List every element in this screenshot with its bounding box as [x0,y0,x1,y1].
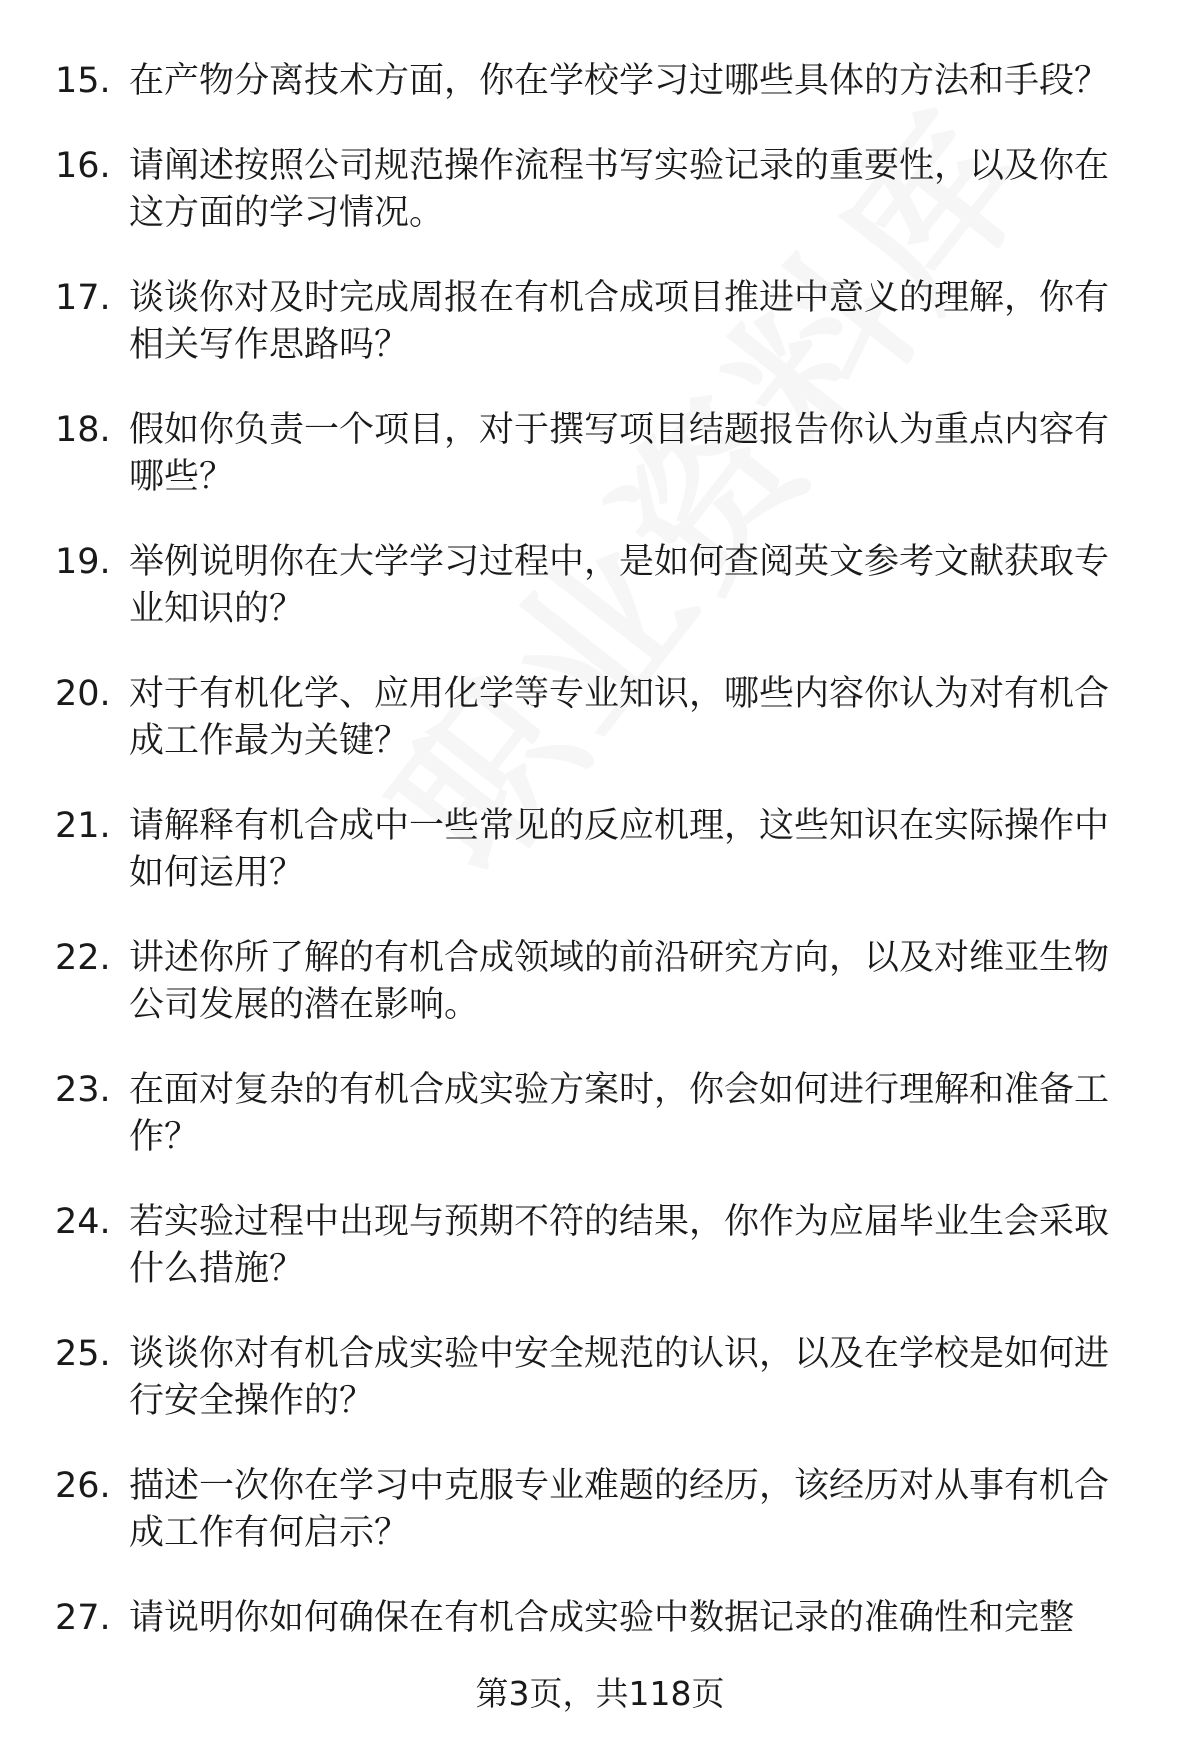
question-item [55,1463,1135,1557]
question-item [55,803,1135,897]
question-text: 对于有机化学、应用化学等专业知识，哪些内容你认为对有机合成工作最为关键？ [129,674,1110,761]
question-item [55,58,1135,105]
question-text: 谈谈你对及时完成周报在有机合成项目推进中意义的理解，你有相关写作思路吗？ [129,278,1110,365]
question-text: 举例说明你在大学学习过程中，是如何查阅英文参考文献获取专业知识的？ [129,542,1110,629]
question-text: 谈谈你对有机合成实验中安全规范的认识，以及在学校是如何进行安全操作的？ [129,1334,1110,1421]
question-number: 25. [55,1334,111,1374]
question-number: 27. [55,1598,111,1638]
question-text: 讲述你所了解的有机合成领域的前沿研究方向，以及对维亚生物公司发展的潜在影响。 [129,938,1110,1025]
question-number: 16. [55,146,111,186]
question-text: 请说明你如何确保在有机合成实验中数据记录的准确性和完整 [129,1598,1075,1638]
question-item [55,1067,1135,1161]
question-text: 在面对复杂的有机合成实验方案时，你会如何进行理解和准备工作？ [129,1070,1110,1157]
question-list [55,58,1135,1680]
question-text: 若实验过程中出现与预期不符的结果，你作为应届毕业生会采取什么措施？ [129,1202,1110,1289]
question-text: 在产物分离技术方面，你在学校学习过哪些具体的方法和手段？ [129,61,1110,101]
question-number: 20. [55,674,111,714]
question-item [55,143,1135,237]
question-number: 17. [55,278,111,318]
question-text: 请解释有机合成中一些常见的反应机理，这些知识在实际操作中如何运用？ [129,806,1110,893]
question-number: 21. [55,806,111,846]
question-item [55,1595,1135,1642]
question-item [55,671,1135,765]
question-item [55,1199,1135,1293]
question-text: 描述一次你在学习中克服专业难题的经历，该经历对从事有机合成工作有何启示？ [129,1466,1110,1553]
question-number: 24. [55,1202,111,1242]
question-text: 请阐述按照公司规范操作流程书写实验记录的重要性，以及你在这方面的学习情况。 [129,146,1110,233]
question-number: 19. [55,542,111,582]
question-number: 18. [55,410,111,450]
question-number: 26. [55,1466,111,1506]
question-item [55,275,1135,369]
question-item [55,539,1135,633]
question-number: 22. [55,938,111,978]
question-item [55,407,1135,501]
page-number-footer: 第3页，共118页 [475,1674,725,1713]
question-number: 23. [55,1070,111,1110]
question-number: 15. [55,61,111,101]
question-text: 假如你负责一个项目，对于撰写项目结题报告你认为重点内容有哪些？ [129,410,1110,497]
question-item [55,935,1135,1029]
question-item [55,1331,1135,1425]
